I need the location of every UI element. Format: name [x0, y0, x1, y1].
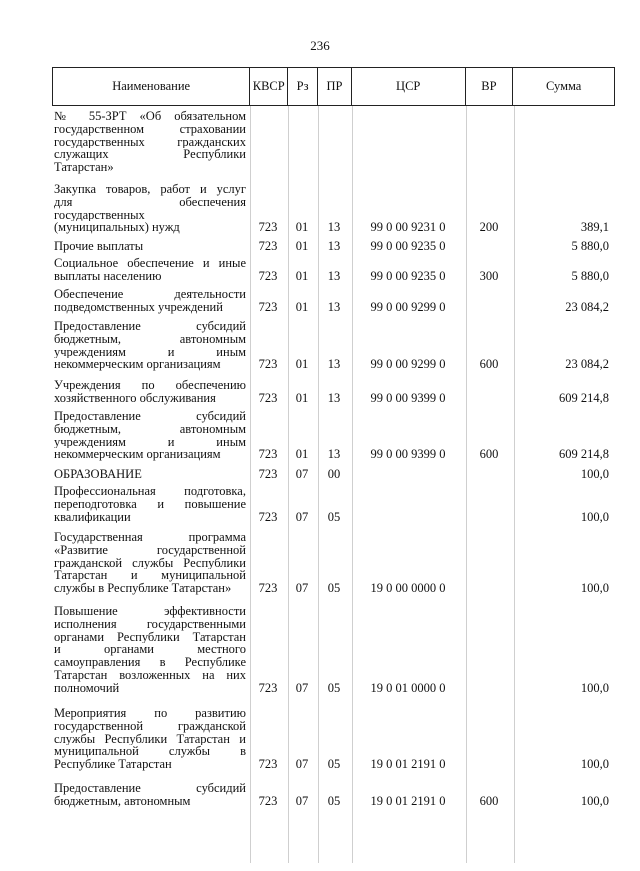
row-rz: 07 [295, 509, 309, 524]
row-kvsr: 723 [258, 680, 278, 695]
row-pr: 13 [327, 268, 341, 283]
table-row [52, 410, 615, 461]
row-kvsr: 723 [258, 467, 278, 481]
table-row [52, 379, 615, 405]
row-name-line: Мероприятия по развитию [54, 707, 246, 720]
row-sum: 5 880,0 [571, 239, 609, 253]
row-sum: 23 084,2 [565, 357, 609, 372]
row-rz: 01 [295, 220, 309, 235]
row-csr: 99 0 00 9231 0 [370, 220, 446, 235]
table-row [52, 782, 615, 808]
row-name-line: органами Республики Татарстан [54, 630, 246, 644]
row-pr: 13 [327, 239, 341, 253]
row-rz: 01 [295, 268, 309, 283]
row-rz: 07 [295, 793, 309, 808]
row-name-line: (муниципальных) нужд [54, 221, 180, 235]
row-name-line: исполнения государственными [54, 617, 246, 631]
row-name [54, 110, 246, 174]
row-name-line: Татарстан» [54, 161, 114, 174]
row-kvsr: 723 [258, 357, 278, 372]
row-name-line: для обеспечения [54, 195, 246, 209]
row-name-line: учреждениям и иным [54, 345, 246, 359]
row-csr: 19 0 01 2191 0 [370, 757, 446, 772]
table-row [52, 257, 615, 283]
row-pr: 05 [327, 680, 341, 695]
row-rz: 01 [295, 390, 309, 405]
table-row [52, 707, 615, 771]
row-kvsr: 723 [258, 220, 278, 235]
row-kvsr: 723 [258, 299, 278, 314]
row-name-line: учреждениям и иным [54, 435, 246, 449]
row-csr: 99 0 00 9235 0 [370, 268, 446, 283]
row-name-line: Государственная программа [54, 531, 246, 544]
row-name-line: бюджетным, автономным [54, 422, 246, 436]
row-name-line: Предоставление субсидий [54, 782, 246, 795]
row-name-line: «Развитие государственной [54, 543, 246, 557]
row-name-line: некоммерческим организациям [54, 358, 221, 372]
row-rz: 01 [295, 239, 309, 253]
row-name-line: некоммерческим организациям [54, 448, 221, 462]
page-number: 236 [310, 38, 330, 53]
row-kvsr: 723 [258, 509, 278, 524]
row-pr: 00 [327, 467, 341, 481]
row-csr: 99 0 00 9299 0 [370, 299, 446, 314]
row-vr: 600 [479, 793, 499, 808]
row-name-line: Профессиональная подготовка, [54, 485, 246, 498]
row-name [54, 183, 246, 234]
row-vr: 600 [479, 447, 499, 462]
row-kvsr: 723 [258, 757, 278, 772]
row-pr: 05 [327, 757, 341, 772]
table-row [52, 485, 615, 523]
row-name-line: Татарстан возложенных на них [54, 668, 246, 682]
row-csr: 99 0 00 9235 0 [370, 239, 446, 253]
row-rz: 07 [295, 680, 309, 695]
row-pr: 13 [327, 299, 341, 314]
row-name-line: службы Республики Татарстан и [54, 732, 246, 746]
table-row [52, 531, 615, 595]
row-name-line: государственном страховании [54, 122, 246, 136]
row-csr: 99 0 00 9399 0 [370, 447, 446, 462]
row-sum: 100,0 [580, 793, 609, 808]
row-rz: 07 [295, 757, 309, 772]
row-kvsr: 723 [258, 390, 278, 405]
row-name-line: Социальное обеспечение и иные [54, 257, 246, 270]
table-header [52, 67, 615, 106]
row-name-line: муниципальной службы в [54, 745, 246, 759]
table-row [52, 288, 615, 314]
row-csr: 99 0 00 9399 0 [370, 390, 446, 405]
row-pr: 05 [327, 581, 341, 596]
row-name-line: и органами местного [54, 643, 246, 657]
row-csr: 19 0 01 0000 0 [370, 680, 446, 695]
row-kvsr: 723 [258, 239, 278, 253]
row-name-line: служащих Республики [54, 148, 246, 162]
row-sum: 5 880,0 [571, 268, 609, 283]
row-csr: 19 0 00 0000 0 [370, 581, 446, 596]
row-name [54, 257, 246, 283]
row-name-line: подведомственных учреждений [54, 300, 223, 314]
row-sum: 609 214,8 [559, 447, 609, 462]
row-name-line: самоуправления в Республике [54, 656, 246, 669]
table-row [52, 110, 615, 174]
row-rz: 07 [295, 581, 309, 596]
header-csr: ЦСР [352, 68, 466, 105]
row-sum: 609 214,8 [559, 390, 609, 405]
row-vr: 600 [479, 357, 499, 372]
table-row [52, 320, 615, 371]
row-name-line: Обеспечение деятельности [54, 288, 246, 301]
row-name-line: государственной гражданской [54, 719, 246, 733]
row-name-line: Повышение эффективности [54, 605, 246, 618]
row-name [54, 707, 246, 771]
row-name-line: Учреждения по обеспечению [54, 379, 246, 392]
row-sum: 100,0 [580, 680, 609, 695]
header-sum: Сумма [545, 79, 582, 93]
row-name [54, 410, 246, 461]
row-name-line: Прочие выплаты [54, 240, 144, 253]
row-name [54, 320, 246, 371]
row-sum: 100,0 [580, 467, 609, 481]
row-name [54, 468, 246, 481]
row-rz: 01 [295, 357, 309, 372]
row-name [54, 485, 246, 523]
row-sum: 100,0 [580, 757, 609, 772]
row-name [54, 288, 246, 314]
row-name [54, 531, 246, 595]
table-row [52, 183, 615, 234]
row-kvsr: 723 [258, 268, 278, 283]
row-name [54, 605, 246, 695]
row-pr: 05 [327, 509, 341, 524]
row-vr: 200 [479, 220, 499, 235]
row-csr: 99 0 00 9299 0 [370, 357, 446, 372]
row-sum: 100,0 [580, 581, 609, 596]
row-name-line: переподготовка и повышение [54, 497, 246, 511]
row-name-line: бюджетным, автономным [54, 332, 246, 346]
header-pr: ПР [318, 68, 352, 105]
row-pr: 13 [327, 447, 341, 462]
row-sum: 100,0 [580, 509, 609, 524]
row-pr: 13 [327, 357, 341, 372]
row-vr: 300 [479, 268, 499, 283]
row-name-line: Татарстан и муниципальной [54, 569, 246, 583]
row-name-line: бюджетным, автономным [54, 794, 191, 808]
table-row [52, 605, 615, 695]
row-csr: 19 0 01 2191 0 [370, 793, 446, 808]
row-name-line: Республике Татарстан [54, 758, 172, 771]
row-pr: 13 [327, 220, 341, 235]
row-name-line: государственных гражданских [54, 135, 246, 149]
row-name-line: выплаты населению [54, 269, 162, 283]
row-name-line: № 55-ЗРТ «Об обязательном [54, 110, 246, 123]
row-name-line: государственных [54, 208, 145, 222]
row-name [54, 782, 246, 808]
header-vr: ВР [466, 68, 514, 105]
row-name-line: Предоставление субсидий [54, 410, 246, 423]
row-pr: 13 [327, 390, 341, 405]
table-row [52, 240, 615, 253]
row-kvsr: 723 [258, 793, 278, 808]
row-name-line: Закупка товаров, работ и услуг [54, 183, 246, 196]
row-name [54, 240, 246, 253]
header-name: Наименование [53, 68, 250, 105]
row-name-line: гражданской службы Республики [54, 556, 246, 570]
header-kvsr: КВСР [250, 68, 288, 105]
row-rz: 01 [295, 447, 309, 462]
row-kvsr: 723 [258, 581, 278, 596]
row-name-line: Предоставление субсидий [54, 320, 246, 333]
row-sum: 389,1 [580, 220, 609, 235]
row-rz: 07 [295, 467, 309, 481]
row-kvsr: 723 [258, 447, 278, 462]
table-row [52, 468, 615, 481]
row-name-line: хозяйственного обслуживания [54, 391, 216, 405]
row-name [54, 379, 246, 405]
row-pr: 05 [327, 793, 341, 808]
row-name-line: полномочий [54, 681, 120, 695]
header-rz: Рз [288, 68, 318, 105]
row-sum: 23 084,2 [565, 299, 609, 314]
row-rz: 01 [295, 299, 309, 314]
row-name-line: квалификации [54, 510, 131, 524]
row-name-line: службы в Республике Татарстан» [54, 582, 232, 595]
row-name-line: ОБРАЗОВАНИЕ [54, 468, 142, 481]
